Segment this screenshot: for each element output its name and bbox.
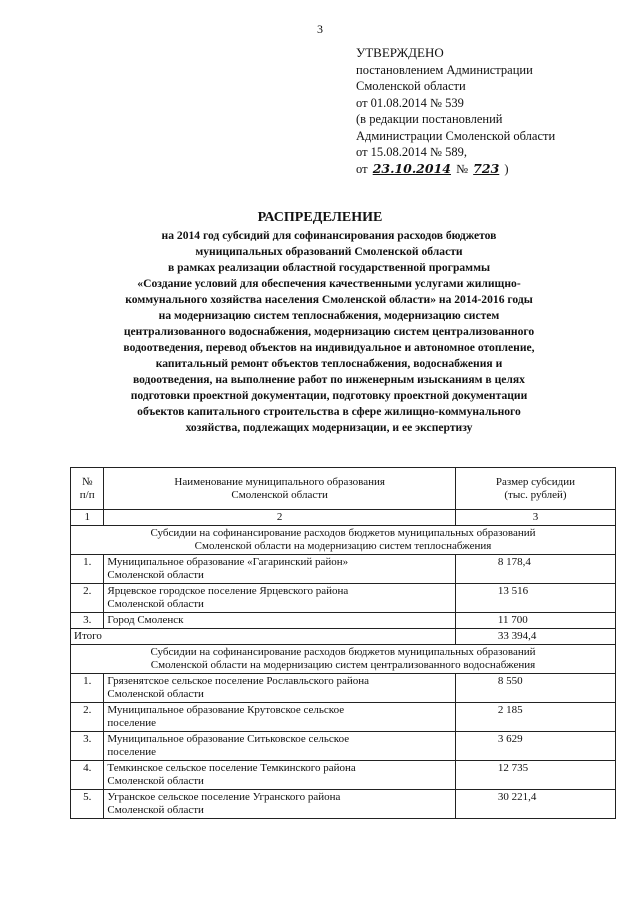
approval-block xyxy=(356,45,555,177)
row-amount: 8 178,4 xyxy=(455,555,615,584)
row-name: Грязенятское сельское поселение Рославльского района Смоленской области xyxy=(104,674,456,703)
table-row xyxy=(71,674,616,703)
row-name: Город Смоленск xyxy=(104,613,456,629)
approval-header: УТВЕРЖДЕНО xyxy=(356,45,444,60)
total-amount: 33 394,4 xyxy=(455,629,615,645)
row-amount: 30 221,4 xyxy=(455,790,615,819)
row-name: Темкинское сельское поселение Темкинского района Смоленской области xyxy=(104,761,456,790)
subtitle-line: централизованного водоснабжения, модернизацию систем централизованного xyxy=(123,325,535,338)
row-num: 1. xyxy=(71,555,104,584)
row-amount: 13 516 xyxy=(455,584,615,613)
document-subtitle xyxy=(40,228,618,436)
table-header-row xyxy=(71,468,616,510)
row-name: Ярцевское городское поселение Ярцевского района Смоленской области xyxy=(104,584,456,613)
row-num: 5. xyxy=(71,790,104,819)
subtitle-line: подготовки проектной документации, подготовку проектной документации xyxy=(130,389,528,402)
row-amount: 2 185 xyxy=(455,703,615,732)
subtitle-line: капитальный ремонт объектов теплоснабжения, водоснабжения и xyxy=(155,357,503,370)
row-amount: 11 700 xyxy=(455,613,615,629)
approval-line: Администрации Смоленской области xyxy=(356,128,556,143)
row-num: 3. xyxy=(71,732,104,761)
section-title-row xyxy=(71,645,616,674)
header-name: Наименование муниципального образования Смоленской области xyxy=(104,468,456,510)
page-number: 3 xyxy=(317,22,323,36)
approval-last-line xyxy=(356,161,555,178)
subsidy-table xyxy=(70,467,616,819)
row-num: 3. xyxy=(71,613,104,629)
table-row xyxy=(71,732,616,761)
subtitle-line: водоотведения, на выполнение работ по инженерным изысканиям в целях xyxy=(133,373,525,386)
approval-last-prefix: от xyxy=(356,161,368,176)
handwritten-date: 23.10.2014 xyxy=(372,160,451,176)
subtitle-line: муниципальных образований Смоленской области xyxy=(195,245,463,258)
table-row xyxy=(71,613,616,629)
subtitle-line: на модернизацию систем теплоснабжения, модернизацию систем xyxy=(158,309,500,322)
index-row xyxy=(71,510,616,526)
table-row xyxy=(71,584,616,613)
approval-closing: ) xyxy=(504,161,509,176)
approval-line: Смоленской области xyxy=(356,79,466,93)
section-title: Субсидии на софинансирование расходов бюджетов муниципальных образований Смоленской области на модернизацию систем теплоснабжения xyxy=(71,526,616,555)
row-name: Угранское сельское поселение Угранского района Смоленской области xyxy=(104,790,456,819)
row-name: Муниципальное образование Ситьковское сельское поселение xyxy=(104,732,456,761)
index-cell: 2 xyxy=(104,510,456,526)
row-amount: 12 735 xyxy=(455,761,615,790)
table-row xyxy=(71,555,616,584)
approval-number-prefix: № xyxy=(456,161,469,176)
document-title: РАСПРЕДЕЛЕНИЕ xyxy=(257,210,383,225)
table-row xyxy=(71,790,616,819)
section-title-row xyxy=(71,526,616,555)
subtitle-line: в рамках реализации областной государственной программы xyxy=(167,261,491,274)
subtitle-line: хозяйства, подлежащих модернизации, и ее экспертизу xyxy=(185,421,473,434)
table-row xyxy=(71,761,616,790)
subtitle-line: водоотведения, перевод объектов на индивидуальное и автономное отопление, xyxy=(123,341,535,354)
row-name: Муниципальное образование Крутовское сельское поселение xyxy=(104,703,456,732)
approval-line: от 15.08.2014 № 589, xyxy=(356,145,467,159)
row-amount: 8 550 xyxy=(455,674,615,703)
approval-line: постановлением Администрации xyxy=(356,62,533,77)
index-cell: 1 xyxy=(71,510,104,526)
subtitle-line: «Создание условий для обеспечения качественными услугами жилищно- xyxy=(137,277,521,290)
row-num: 4. xyxy=(71,761,104,790)
total-row xyxy=(71,629,616,645)
table-row xyxy=(71,703,616,732)
approval-line: (в редакции постановлений xyxy=(356,112,503,126)
total-label: Итого xyxy=(71,629,456,645)
header-num: № п/п xyxy=(71,468,104,510)
row-amount: 3 629 xyxy=(455,732,615,761)
row-num: 2. xyxy=(71,703,104,732)
row-num: 1. xyxy=(71,674,104,703)
handwritten-number: 723 xyxy=(473,160,500,176)
subtitle-line: коммунального хозяйства населения Смоленской области» на 2014-2016 годы xyxy=(125,293,533,306)
index-cell: 3 xyxy=(455,510,615,526)
row-name: Муниципальное образование «Гагаринский район» Смоленской области xyxy=(104,555,456,584)
approval-line: от 01.08.2014 № 539 xyxy=(356,95,464,110)
subtitle-line: на 2014 год субсидий для софинансирования расходов бюджетов xyxy=(161,229,497,242)
section-title: Субсидии на софинансирование расходов бюджетов муниципальных образований Смоленской области на модернизацию систем централизованного водоснабжения xyxy=(71,645,616,674)
row-num: 2. xyxy=(71,584,104,613)
subtitle-line: объектов капитального строительства в сфере жилищно-коммунального xyxy=(137,405,521,418)
header-amount: Размер субсидии (тыс. рублей) xyxy=(455,468,615,510)
